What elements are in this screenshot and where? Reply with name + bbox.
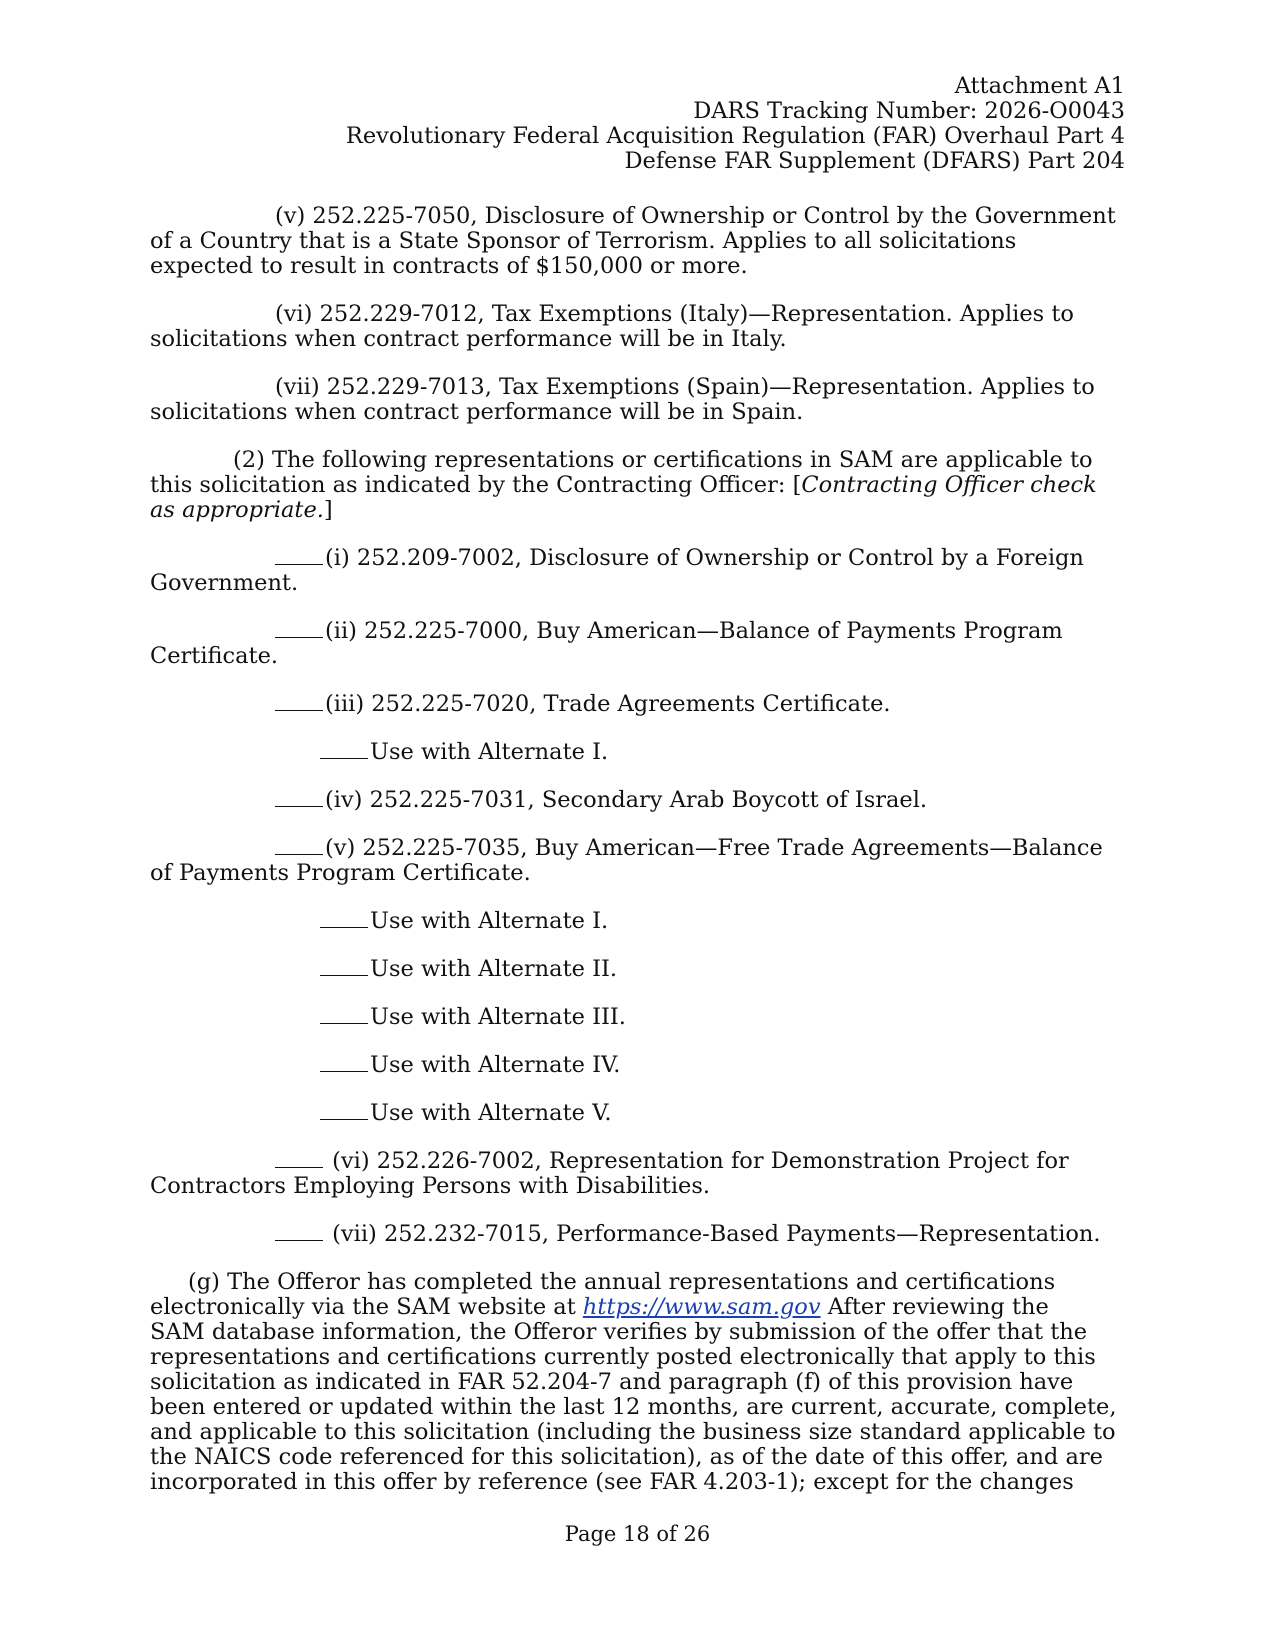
item-vii-line1: (vii) 252.229-7013, Tax Exemptions (Spain)—Representation. Applies to (275, 374, 1095, 400)
checkbox-blank-i[interactable] (275, 546, 323, 565)
page-number: Page 18 of 26 (564, 1522, 711, 1546)
paragraph-g (150, 1270, 1130, 1495)
paragraph-g-line3: SAM database information, the Offeror verifies by submission of the offer that the (150, 1319, 1088, 1345)
header-attachment: Attachment A1 (954, 73, 1125, 99)
checkbox-blank-iii[interactable] (275, 692, 323, 711)
checklist-item-vi-line2: Contractors Employing Persons with Disabilities. (150, 1173, 711, 1199)
paragraph-g-line2 (150, 1295, 1130, 1320)
checklist-item-i (150, 546, 1130, 596)
checklist-item-vi (150, 1149, 1130, 1199)
checklist-item-ii (150, 619, 1130, 669)
checklist-alt-i-b-text: Use with Alternate I. (370, 908, 609, 934)
checklist-item-iii (150, 692, 1130, 717)
checkbox-blank-ii[interactable] (275, 619, 323, 638)
sam-website-link[interactable]: https://www.sam.gov (582, 1294, 821, 1320)
checkbox-blank-v[interactable] (275, 836, 323, 855)
paragraph-g-line6: been entered or updated within the last 12 months, are current, accurate, complete, (150, 1394, 1117, 1420)
paragraph-2-line1: (2) The following representations or certifications in SAM are applicable to (233, 447, 1093, 473)
item-vi (150, 302, 1130, 352)
header-tracking-number: DARS Tracking Number: 2026-O0043 (693, 98, 1125, 124)
checkbox-blank-vii[interactable] (275, 1222, 323, 1241)
item-vi-line2: solicitations when contract performance will be in Italy. (150, 326, 787, 352)
checklist-item-v-line2: of Payments Program Certificate. (150, 860, 531, 886)
item-vi-line1: (vi) 252.229-7012, Tax Exemptions (Italy)—Representation. Applies to (275, 301, 1074, 327)
checklist-item-vi-text: (vi) 252.226-7002, Representation for Demonstration Project for (325, 1148, 1069, 1174)
item-vii-line2: solicitations when contract performance will be in Spain. (150, 399, 804, 425)
checklist-alt-v (150, 1101, 1130, 1126)
checklist-alt-ii-text: Use with Alternate II. (370, 956, 618, 982)
checklist-alt-iv (150, 1053, 1130, 1078)
checklist-item-vii-text: (vii) 252.232-7015, Performance-Based Payments—Representation. (325, 1221, 1101, 1247)
checkbox-blank-alt-v[interactable] (320, 1101, 368, 1120)
checkbox-blank-alt-iii[interactable] (320, 1005, 368, 1024)
checklist-alt-ii-line (150, 957, 1130, 982)
checkbox-blank-alt-ii[interactable] (320, 957, 368, 976)
checklist-item-v-line1 (150, 836, 1130, 861)
checklist-alt-iii-text: Use with Alternate III. (370, 1004, 626, 1030)
checkbox-blank-iv[interactable] (275, 788, 323, 807)
paragraph-g-line4: representations and certifications currently posted electronically that apply to this (150, 1344, 1096, 1370)
paragraph-2 (150, 448, 1130, 523)
checklist-alt-i-b-line (150, 909, 1130, 934)
checklist-item-iii-line (150, 692, 1130, 717)
paragraph-2-line2-text: this solicitation as indicated by the Contracting Officer: [ (150, 472, 802, 498)
checkbox-blank-vi[interactable] (275, 1149, 323, 1168)
paragraph-2-line3-end: ] (323, 497, 333, 523)
checklist-item-ii-line1 (150, 619, 1130, 644)
item-v-line3: expected to result in contracts of $150,000 or more. (150, 253, 748, 279)
checklist-item-i-text: (i) 252.209-7002, Disclosure of Ownership or Control by a Foreign (325, 545, 1084, 571)
checklist-item-iv-line (150, 788, 1130, 813)
checklist-item-ii-line2: Certificate. (150, 643, 279, 669)
item-v (150, 204, 1130, 279)
paragraph-2-line2-italic: Contracting Officer check (801, 472, 1097, 498)
paragraph-2-line3 (150, 498, 1130, 523)
checklist-alt-iv-line (150, 1053, 1130, 1078)
paragraph-g-line5: solicitation as indicated in FAR 52.204-7 and paragraph (f) of this provision have (150, 1369, 1074, 1395)
checklist-item-vi-line1 (150, 1149, 1130, 1174)
checklist-alt-iii (150, 1005, 1130, 1030)
item-v-line2: of a Country that is a State Sponsor of Terrorism. Applies to all solicitations (150, 228, 1017, 254)
paragraph-g-line8: the NAICS code referenced for this solicitation), as of the date of this offer, and are (150, 1444, 1103, 1470)
checklist-alt-i-a (150, 740, 1130, 765)
document-body (150, 204, 1130, 1495)
paragraph-g-line2-pre: electronically via the SAM website at (150, 1294, 583, 1320)
checklist-item-iv (150, 788, 1130, 813)
checklist-item-i-line2: Government. (150, 570, 299, 596)
checklist-alt-i-a-text: Use with Alternate I. (370, 739, 609, 765)
paragraph-2-line3-italic: as appropriate. (150, 497, 324, 523)
paragraph-g-line7: and applicable to this solicitation (including the business size standard applicable to (150, 1419, 1116, 1445)
checklist-alt-i-a-line (150, 740, 1130, 765)
checklist-item-v (150, 836, 1130, 886)
checklist-item-vii (150, 1222, 1130, 1247)
checklist-item-i-line1 (150, 546, 1130, 571)
checklist-item-ii-text: (ii) 252.225-7000, Buy American—Balance of Payments Program (325, 618, 1063, 644)
checkbox-blank-alt-i-a[interactable] (320, 740, 368, 759)
item-v-line1: (v) 252.225-7050, Disclosure of Ownership or Control by the Government (275, 203, 1116, 229)
checklist-alt-v-line (150, 1101, 1130, 1126)
header-far-part: Revolutionary Federal Acquisition Regulation (FAR) Overhaul Part 4 (345, 123, 1125, 149)
checklist-item-v-text: (v) 252.225-7035, Buy American—Free Trade Agreements—Balance (325, 835, 1103, 861)
checklist-item-iii-text: (iii) 252.225-7020, Trade Agreements Certificate. (325, 691, 891, 717)
paragraph-2-line2 (150, 473, 1130, 498)
header-dfars-part: Defense FAR Supplement (DFARS) Part 204 (624, 148, 1125, 174)
checklist-item-vii-line (150, 1222, 1130, 1247)
checklist-item-iv-text: (iv) 252.225-7031, Secondary Arab Boycott of Israel. (325, 787, 928, 813)
checklist-alt-i-b (150, 909, 1130, 934)
checklist-alt-iv-text: Use with Alternate IV. (370, 1052, 621, 1078)
item-vii (150, 375, 1130, 425)
paragraph-g-line1: (g) The Offeror has completed the annual representations and certifications (188, 1269, 1056, 1295)
checklist-alt-v-text: Use with Alternate V. (370, 1100, 612, 1126)
paragraph-g-line2-post: After reviewing the (820, 1294, 1049, 1320)
paragraph-g-line9: incorporated in this offer by reference (see FAR 4.203-1); except for the changes (150, 1469, 1074, 1495)
page-header (346, 74, 1125, 174)
checklist-alt-ii (150, 957, 1130, 982)
checkbox-blank-alt-i-b[interactable] (320, 909, 368, 928)
checklist-alt-iii-line (150, 1005, 1130, 1030)
checkbox-blank-alt-iv[interactable] (320, 1053, 368, 1072)
